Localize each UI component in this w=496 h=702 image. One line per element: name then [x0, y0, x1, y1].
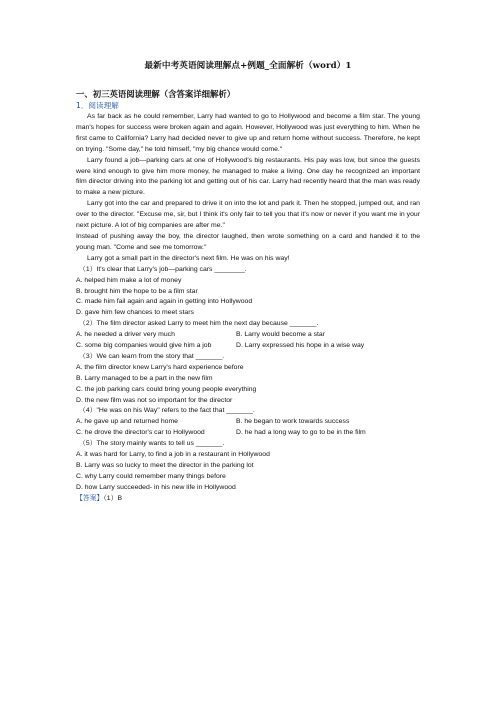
question-3-stem: （3）We can learn from the story that _______.	[79, 352, 225, 360]
question-4-option-d: D. he had a long way to go to be in the film	[236, 429, 366, 437]
question-5-stem: （5）The story mainly wants to tell us _______.	[79, 440, 225, 448]
question-3-option-d: D. the new film was not so important for the director	[76, 396, 233, 404]
document-title: 最新中考英语阅读理解点+例题_全面解析（word）1	[144, 61, 352, 71]
section-heading: 一、初三英语阅读理解（含答案详细解析）	[76, 89, 236, 99]
question-1-option-b: B. brought him the hope to be a film star	[76, 287, 198, 295]
answer-tag: 【答案】	[76, 494, 104, 502]
question-4-stem: （4）"He was on his Way" refers to the fact that _______.	[79, 407, 255, 415]
question-2-option-b: B. Larry would become a star	[236, 331, 326, 339]
question-4-option-c: C. he drove the director's car to Hollywood	[76, 429, 205, 437]
question-1-option-c: C. made him fail again and again in getting into Hollywood	[76, 298, 253, 306]
reading-subheading: 1．阅读理解	[76, 101, 119, 110]
question-2-option-c: C. some big companies would give him a job	[76, 342, 212, 350]
question-5-option-a: A. it was hard for Larry, to find a job in a restaurant in Hollywood	[76, 451, 270, 459]
question-5-option-b: B. Larry was so lucky to meet the director in the parking lot	[76, 462, 254, 469]
passage-paragraph-3: Larry got into the car and prepared to drive it on into the lot and park it. Then he stopped, jumped out, and ran over to the director. "Excuse me, sir, but I think it's only fair to tell you that it's now or never if you want me in your next picture. A lot of big companies are after me."	[76, 200, 420, 230]
question-2-option-a: A. he needed a driver very much	[76, 331, 175, 339]
question-4-option-a: A. he gave up and returned home	[76, 418, 178, 426]
passage-paragraph-4: Instead of pushing away the boy, the director laughed, then wrote something on a card and handed it to the young man. "Come and see me tomorrow."	[76, 232, 420, 251]
question-5-option-d: D. how Larry succeeded- in his new life in Hollywood	[76, 483, 236, 491]
question-2-stem: （2）The film director asked Larry to meet him the next day because _______.	[79, 320, 319, 328]
answer-text: （1）B	[103, 494, 123, 502]
question-3-option-a: A. the film director knew Larry's hard experience before	[76, 363, 244, 371]
question-1-option-d: D. gave him few chances to meet stars	[76, 309, 194, 317]
passage-paragraph-1: As far back as he could remember, Larry had wanted to go to Hollywood and become a film star. The young man's hopes for success were broken again and again. However, Hollywood was just everything to him. When he first came to California? Larry had decided never to give up and return home without success. Therefore, he kept on trying. "Some day," he told himself, "my big chance would come."	[76, 113, 420, 153]
question-4-option-b: B. he began to work towards success	[236, 418, 350, 426]
question-2-option-d: D. Larry expressed his hope in a wise way	[236, 342, 365, 350]
question-3-option-c: C. the job parking cars could bring young people everything	[76, 385, 257, 393]
answer-line	[76, 494, 420, 505]
question-4-row-cd	[76, 428, 420, 439]
passage-paragraph-2: Larry found a job—parking cars at one of Hollywood's big restaurants. His pay was low, but since the guests were kind enough to give him more money, he managed to make a living. One day he recognized an important film director driving into the parking lot and getting out of his car. Larry had recently heard that the man was ready to make a new picture.	[76, 156, 420, 197]
question-1-option-a: A. helped him make a lot of money	[76, 276, 182, 284]
question-5-option-c: C. why Larry could remember many things before	[76, 472, 226, 480]
question-2-row-cd	[76, 341, 420, 352]
question-2-row-ab	[76, 330, 420, 341]
passage-paragraph-5: Larry got a small part in the director's next film. He was on his way!	[87, 254, 290, 262]
question-3-option-b: B. Larry managed to be a part in the new film	[76, 374, 213, 382]
question-4-row-ab	[76, 417, 420, 428]
question-1-stem: （1）It's clear that Larry's job—parking cars ________.	[79, 265, 247, 273]
document-body	[76, 112, 420, 505]
